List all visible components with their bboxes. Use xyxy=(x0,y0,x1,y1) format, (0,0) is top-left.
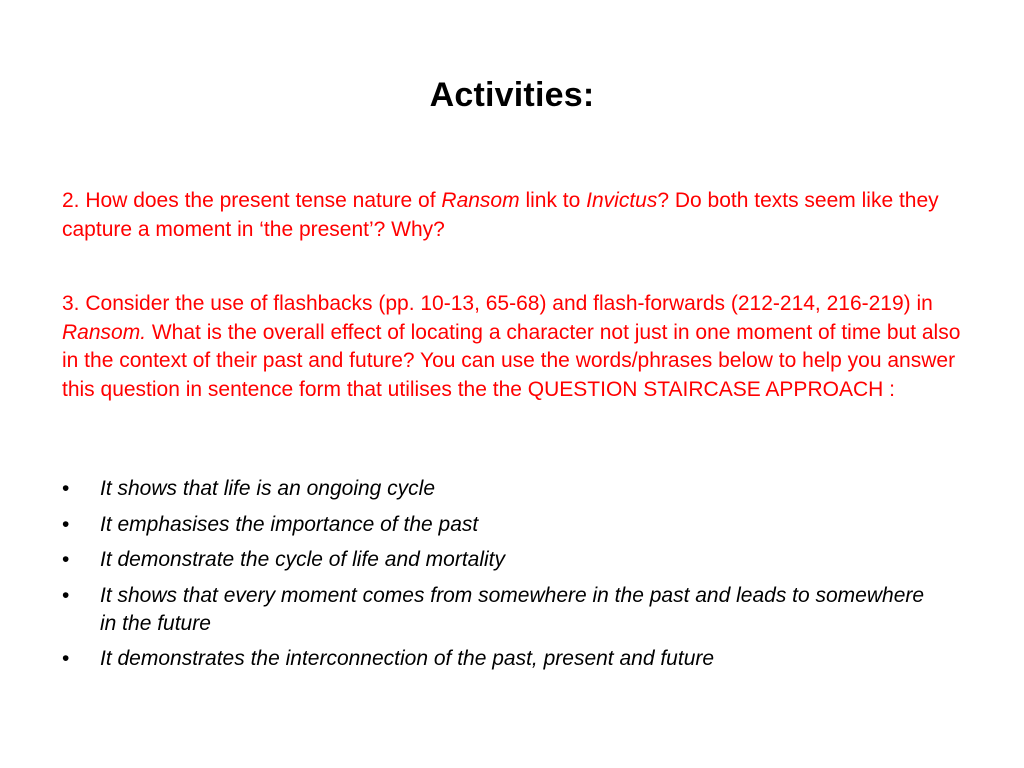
question-3-italic-ransom: Ransom. xyxy=(62,320,147,344)
list-item-text: It demonstrates the interconnection of the past, present and future xyxy=(100,647,715,670)
bullet-icon: • xyxy=(62,583,70,607)
bullet-icon: • xyxy=(62,647,70,670)
question-2-text-3: ? Do both texts seem like they capture a moment in ‘the present’? Why? xyxy=(62,189,939,241)
bullet-icon: • xyxy=(62,548,70,571)
list-item-text: It emphasises the importance of the past xyxy=(100,512,479,536)
question-2-italic-invictus: Invictus xyxy=(586,189,658,212)
list-item-text: It shows that every moment comes from somewhere in the past and leads to somewhere in the future xyxy=(100,583,925,635)
bullet-icon: • xyxy=(62,477,70,500)
question-2-text-1: 2. How does the present tense nature of xyxy=(62,189,442,212)
slide-title: Activities: xyxy=(429,76,595,114)
list-item xyxy=(62,511,942,539)
list-item xyxy=(62,645,942,673)
list-item-text: It demonstrate the cycle of life and mortality xyxy=(100,548,506,571)
list-item xyxy=(62,582,942,638)
question-3-text-1: 3. Consider the use of flashbacks (pp. 10-13, 65-68) and flash-forwards (212-214, 216-219) in xyxy=(62,292,933,315)
bullet-icon: • xyxy=(62,512,70,536)
question-2-text-2: link to xyxy=(519,189,587,212)
question-3-text-2: What is the overall effect of locating a character not just in one moment of time but also in the context of their past and future? You can use the words/phrases below to help you answer this question in sentence form that utilises the the QUESTION STAIRCASE APPROACH : xyxy=(62,320,961,401)
question-2-italic-ransom: Ransom xyxy=(441,189,520,212)
list-item xyxy=(62,546,942,574)
list-item xyxy=(62,475,942,503)
question-3 xyxy=(62,290,962,404)
answer-phrase-list xyxy=(62,475,942,681)
question-2 xyxy=(62,187,962,244)
list-item-text: It shows that life is an ongoing cycle xyxy=(100,477,436,500)
